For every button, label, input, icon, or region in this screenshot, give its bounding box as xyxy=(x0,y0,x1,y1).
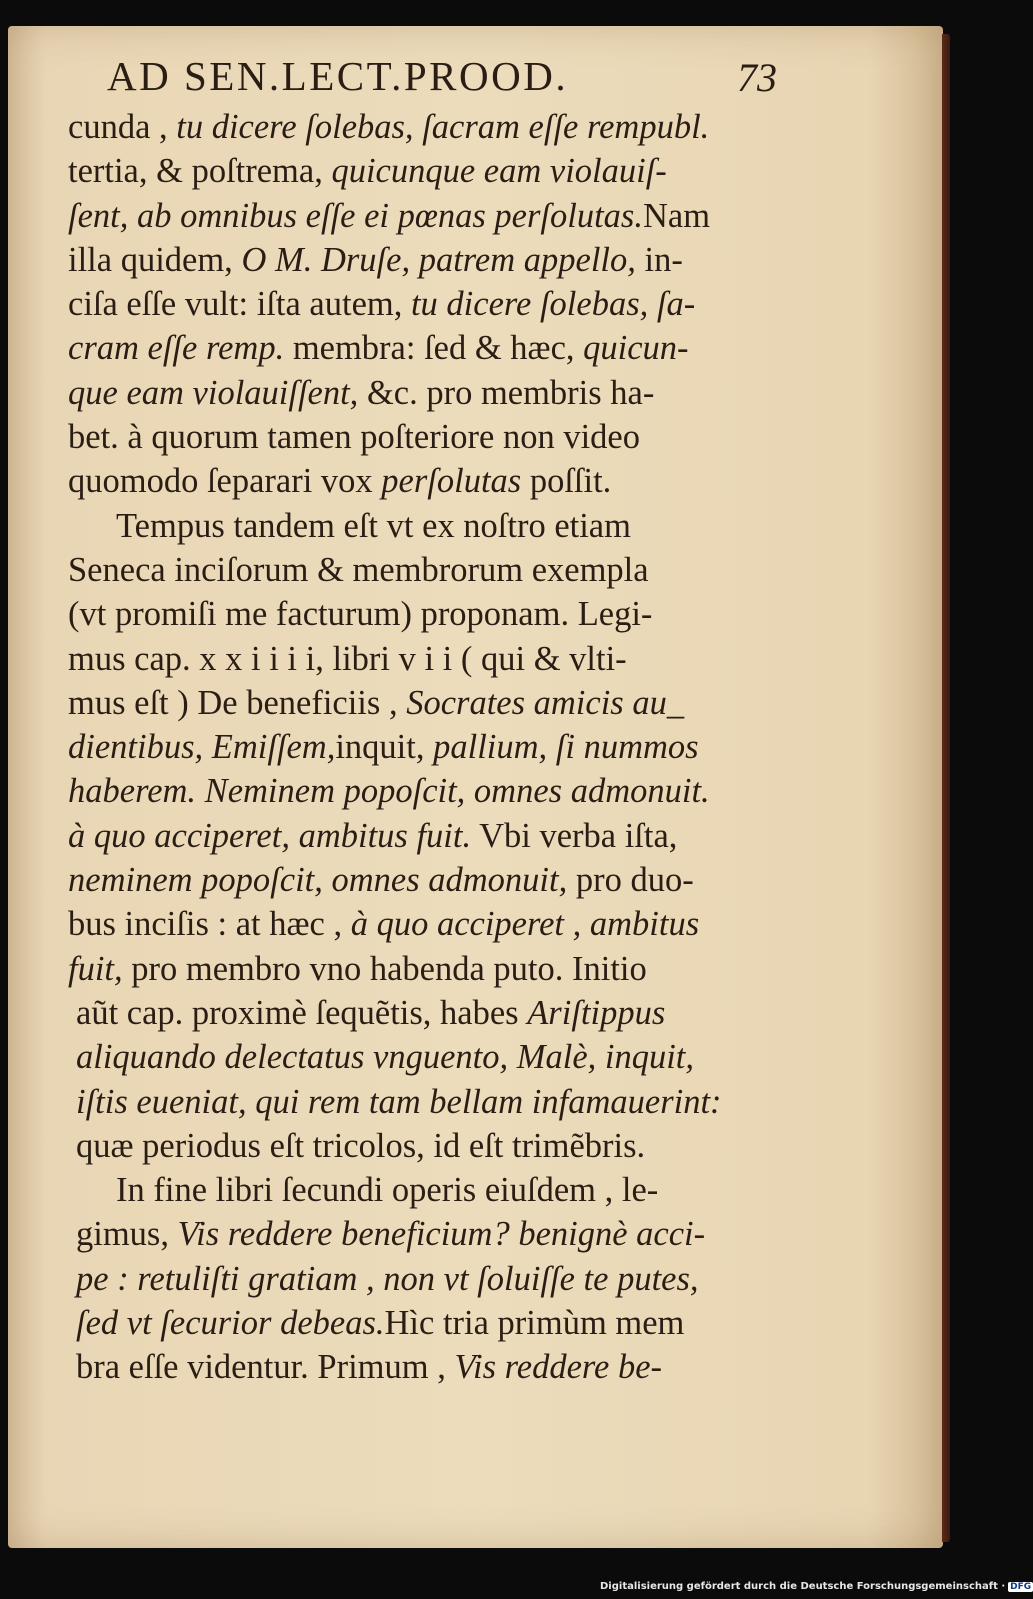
text-span: mus eſt ) De beneficiis , xyxy=(68,683,407,722)
italic-text-span: que eam violauiſſent, xyxy=(68,373,359,412)
italic-text-span: Ariſtippus xyxy=(527,993,666,1032)
text-line xyxy=(68,858,768,902)
text-span: (vt promiſi me facturum) proponam. Legi- xyxy=(68,595,653,634)
text-line xyxy=(68,725,768,769)
italic-text-span: tu dicere ſolebas, ſacram eſſe rempubl. xyxy=(176,108,710,146)
italic-text-span: cram eſſe remp. xyxy=(68,329,285,368)
text-line xyxy=(68,415,768,459)
text-span: &c. pro membris ha- xyxy=(358,373,655,412)
text-span: Tempus tandem eſt vt ex noſtro etiam xyxy=(116,506,631,545)
italic-text-span: O M. Druſe, patrem appello, xyxy=(241,240,636,279)
text-line xyxy=(68,1257,768,1301)
text-span: bus inciſis : at hæc , xyxy=(68,905,351,944)
text-span: pro membro vno habenda puto. Initio xyxy=(122,949,647,988)
text-span: quæ periodus eſt tricolos, id eſt trimẽbris. xyxy=(76,1126,646,1165)
text-line xyxy=(68,769,768,813)
text-line xyxy=(68,326,768,370)
italic-text-span: à quo acciperet , ambitus xyxy=(350,905,700,944)
italic-text-span: Socrates amicis au_ xyxy=(406,683,685,722)
italic-text-span: neminem popoſcit, omnes admonuit, xyxy=(68,861,568,900)
italic-text-span: Vis reddere be- xyxy=(454,1348,663,1387)
text-span: pro duo- xyxy=(567,861,694,900)
text-line xyxy=(68,1301,768,1345)
italic-text-span: fuit, xyxy=(68,949,123,988)
text-line xyxy=(68,1212,768,1256)
text-span: bet. à quorum tamen poſteriore non video xyxy=(68,418,640,457)
text-line xyxy=(68,1124,768,1168)
italic-text-span: iſtis eueniat, qui rem tam bellam infamauerint: xyxy=(76,1082,722,1121)
text-span: in- xyxy=(635,240,683,279)
text-line xyxy=(68,459,768,503)
text-span: Hìc tria primùm mem xyxy=(384,1304,685,1343)
book-cover-edge xyxy=(942,34,950,1542)
text-span: gimus, xyxy=(76,1215,178,1254)
text-line xyxy=(68,902,768,946)
text-span: Nam xyxy=(642,196,711,235)
text-line xyxy=(68,947,768,991)
italic-text-span: ſent, ab omnibus eſſe ei pœnas perſolutas. xyxy=(68,196,643,235)
text-line xyxy=(68,1080,768,1124)
italic-text-span: pe : retuliſti gratiam , non vt ſoluiſſe te putes, xyxy=(76,1259,699,1298)
italic-text-span: Vis reddere beneficium? benignè acci- xyxy=(177,1215,706,1254)
text-span: bra eſſe videntur. Primum , xyxy=(76,1348,455,1387)
italic-text-span: quicun- xyxy=(583,329,689,368)
italic-text-span: quicunque eam violauiſ- xyxy=(331,152,667,191)
credit-text: Digitalisierung gefördert durch die Deutsche Forschungsgemeinschaft · xyxy=(600,1581,1006,1592)
digitization-credit xyxy=(600,1581,1032,1597)
text-line xyxy=(68,1168,768,1212)
text-span: tertia, & poſtrema, xyxy=(68,152,332,191)
text-span: poſſit. xyxy=(521,462,612,501)
text-span: inquit, xyxy=(335,728,434,767)
text-line xyxy=(68,194,768,238)
page-number: 73 xyxy=(737,55,777,100)
italic-text-span: haberem. Neminem popoſcit, omnes admonuit. xyxy=(68,772,710,811)
text-line xyxy=(68,681,768,725)
italic-text-span: ſed vt ſecurior debeas. xyxy=(76,1304,385,1343)
text-span: Vbi verba iſta, xyxy=(471,816,678,855)
italic-text-span: perſolutas xyxy=(381,462,522,501)
body-text xyxy=(68,105,768,1390)
text-span: aũt cap. proximè ſequẽtis, habes xyxy=(76,993,528,1032)
text-line xyxy=(68,238,768,282)
running-title: AD SEN.LECT.PROOD. xyxy=(107,53,569,99)
text-line xyxy=(68,149,768,193)
text-span: illa quidem, xyxy=(68,240,242,279)
text-line xyxy=(68,1345,768,1389)
text-line xyxy=(68,637,768,681)
text-line xyxy=(68,504,768,548)
text-line xyxy=(68,991,768,1035)
text-span: In fine libri ſecundi operis eiuſdem , le- xyxy=(116,1171,659,1210)
text-span: membra: ſed & hæc, xyxy=(284,329,584,368)
text-line xyxy=(68,592,768,636)
text-line xyxy=(68,1035,768,1079)
text-span: ciſa eſſe vult: iſta autem, xyxy=(68,285,411,324)
text-line xyxy=(68,548,768,592)
text-span: mus cap. x x i i i i, libri v i i ( qui & vlti- xyxy=(68,639,627,678)
text-line xyxy=(68,371,768,415)
text-span: quomodo ſeparari vox xyxy=(68,462,382,501)
text-line xyxy=(68,814,768,858)
text-line xyxy=(68,282,768,326)
italic-text-span: pallium, ſi nummos xyxy=(433,728,699,767)
dfg-logo: DFG xyxy=(1010,1582,1032,1592)
italic-text-span: dientibus, Emiſſem, xyxy=(68,728,336,767)
italic-text-span: à quo acciperet, ambitus fuit. xyxy=(68,816,472,855)
text-span: cunda , xyxy=(68,108,177,146)
page-header xyxy=(107,52,777,100)
italic-text-span: aliquando delectatus vnguento, Malè, inquit, xyxy=(76,1038,695,1077)
text-line xyxy=(68,105,768,149)
text-span: Seneca inciſorum & membrorum exempla xyxy=(68,550,649,589)
italic-text-span: tu dicere ſolebas, ſa- xyxy=(410,285,696,324)
